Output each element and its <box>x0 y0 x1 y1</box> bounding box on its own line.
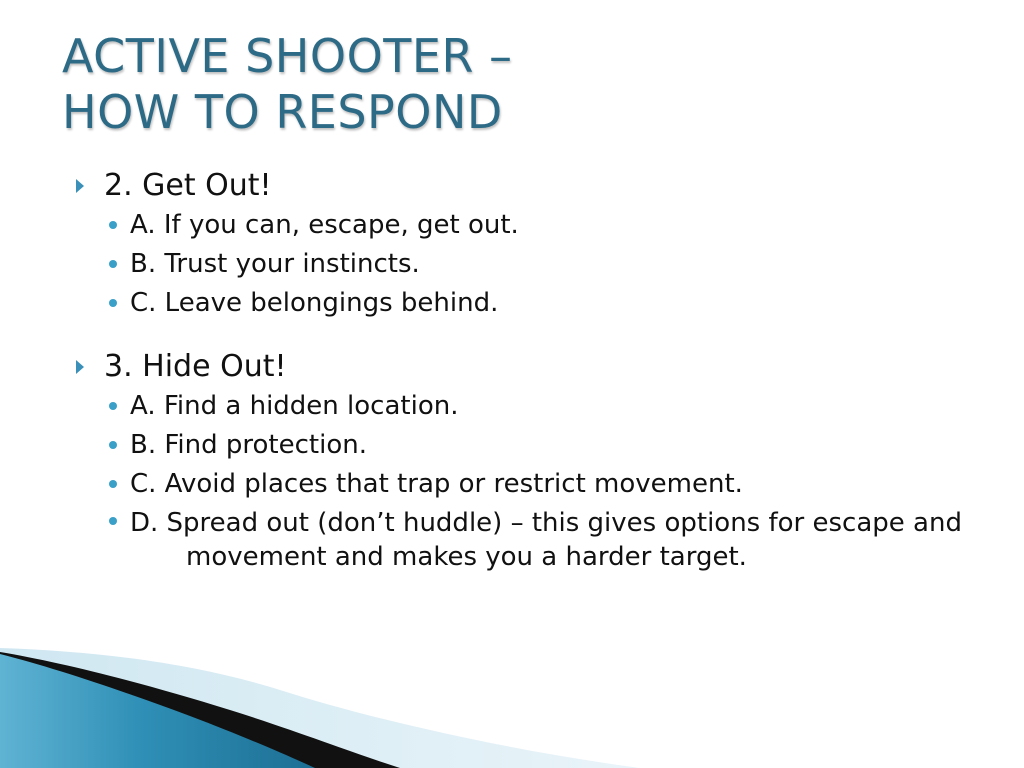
list-item-text: C. Leave belongings behind. <box>130 288 499 318</box>
list-item-text: D. Spread out (don’t huddle) – this gives options for escape and movement and makes you a harder target. <box>130 508 962 572</box>
list-item-text: A. Find a hidden location. <box>130 391 459 421</box>
title-line-2: HOW TO RESPOND <box>62 85 503 139</box>
list-item-text: B. Find protection. <box>130 430 367 460</box>
section-heading-label: 3. Hide Out! <box>104 349 287 384</box>
section-heading-label: 2. Get Out! <box>104 168 272 203</box>
list-item-text: C. Avoid places that trap or restrict movement. <box>130 469 743 499</box>
list-item-text: A. If you can, escape, get out. <box>130 210 519 240</box>
title-line-1: ACTIVE SHOOTER – <box>62 29 513 83</box>
list-item-text: B. Trust your instincts. <box>130 249 420 279</box>
